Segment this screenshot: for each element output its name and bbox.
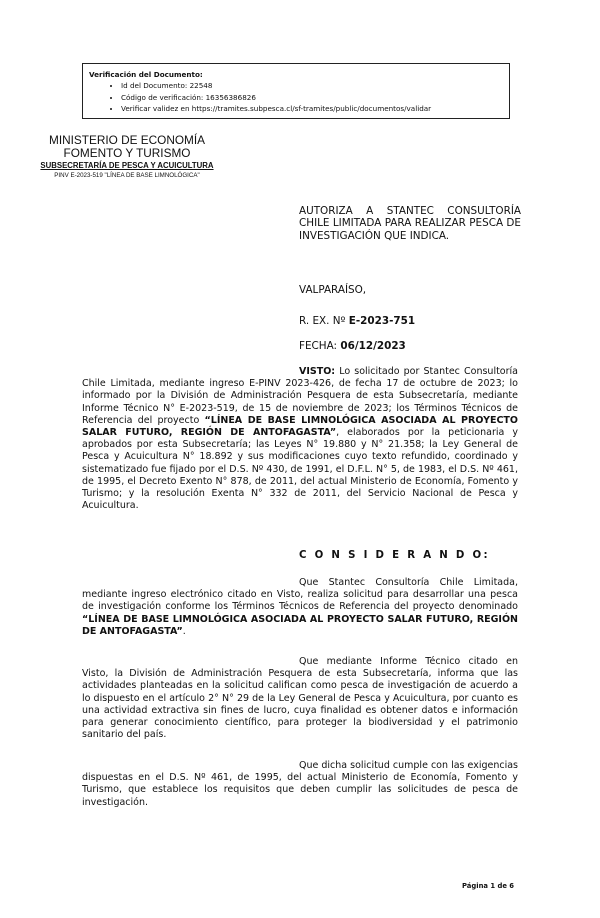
resolution-date (299, 340, 406, 352)
considerando-1-project-name: “LÍNEA DE BASE LIMNOLÓGICA ASOCIADA AL PROYECTO SALAR FUTURO, REGIÓN DE ANTOFAGASTA” (82, 613, 518, 637)
visto-label: VISTO: (299, 366, 336, 377)
considerando-1-text-2: . (182, 625, 186, 637)
considerando-paragraph-2: Que mediante Informe Técnico citado en Visto, la División de Administración Pesquera de esta Subsecretaría, informa que las actividades planteadas en la solicitud califican como pesca de investigación de acuerdo a lo dispuesto en el artículo 2° N° 29 de la Ley General de Pesca y Acuicultura, por cuanto es una actividad extractiva sin fines de lucro, cuya finalidad es obtener datos e información para generar conocimiento científico, para proteger la biodiversidad y el patrimonio sanitario del país. (82, 656, 518, 741)
visto-project-name: “LÍNEA DE BASE LIMNOLÓGICA ASOCIADA AL PROYECTO SALAR FUTURO, REGIÓN DE ANTOFAGASTA” (82, 414, 518, 439)
considerando-paragraph-1 (82, 577, 518, 638)
visto-text-1: Lo solicitado por Stantec Consultoría Chile Limitada, mediante ingreso E-PINV 2023-426, de fecha 17 de octubre de 2023; lo informado por la División de Administración Pesquera de esta Subsecretaría, mediante Informe Técnico N° E-2023-519, de 15 de noviembre de 2023; los Términos Técnicos de Referencia del proyecto (82, 366, 518, 426)
considerando-1-text-1: Que Stantec Consultoría Chile Limitada, mediante ingreso electrónico citado en Visto, realiza solicitud para desarrollar una pesca de investigación conforme los Términos Técnicos de Referencia del proyecto denominado (82, 577, 518, 613)
verification-title: Verificación del Documento: (89, 70, 203, 79)
authorization-heading: AUTORIZA A STANTEC CONSULTORÍA CHILE LIMITADA PARA REALIZAR PESCA DE INVESTIGACIÓN QUE INDICA. (299, 205, 521, 242)
reference-code: PINV E-2023-519 "LÍNEA DE BASE LIMNOLÓGICA" (54, 172, 200, 179)
verification-box (82, 63, 510, 119)
ministry-header (30, 134, 224, 180)
visto-text-2: , elaborados por la peticionaria y aprobados por esta Subsecretaría; las Leyes N° 19.880 y N° 21.358; la Ley General de Pesca y Acuicultura N° 18.892 y sus modificaciones cuyo texto refundido, coordinado y sistematizado fue fijado por el D.S. Nº 430, de 1991, el D.F.L. N° 5, de 1983, el D.S. Nº 461, de 1995, el Decreto Exento N° 878, de 2011, del actual Ministerio de Economía, Fomento y Turismo; y la resolución Exenta N° 332 de 2011, del Servicio Nacional de Pesca y Acuicultura. (82, 427, 518, 512)
ministry-name-line2: FOMENTO Y TURISMO (63, 146, 191, 160)
date-value: 06/12/2023 (340, 340, 406, 352)
verification-list (89, 80, 503, 114)
date-label: FECHA: (299, 340, 338, 352)
resolution-number (299, 315, 415, 327)
resolution-value: E-2023-751 (348, 315, 416, 327)
considerando-heading: C O N S I D E R A N D O: (299, 550, 490, 561)
verification-document-id: • Id del Documento: 22548 (121, 80, 503, 91)
place-label: VALPARAÍSO, (299, 284, 367, 296)
visto-paragraph (82, 366, 518, 512)
verification-link[interactable]: • Verificar validez en https://tramites.subpesca.cl/sf-tramites/public/documentos/validar (121, 103, 503, 114)
resolution-label: R. EX. Nº (299, 315, 346, 327)
subsecretaria-name: SUBSECRETARÍA DE PESCA Y ACUICULTURA (40, 161, 214, 170)
verification-code: • Código de verificación: 16356386826 (121, 92, 503, 103)
ministry-name-line1: MINISTERIO DE ECONOMÍA (49, 133, 205, 147)
considerando-paragraph-3: Que dicha solicitud cumple con las exigencias dispuestas en el D.S. Nº 461, de 1995, del actual Ministerio de Economía, Fomento y Turismo, que establece los requisitos que deben cumplir las solicitudes de pesca de investigación. (82, 760, 518, 808)
page-number: Página 1 de 6 (462, 882, 515, 890)
